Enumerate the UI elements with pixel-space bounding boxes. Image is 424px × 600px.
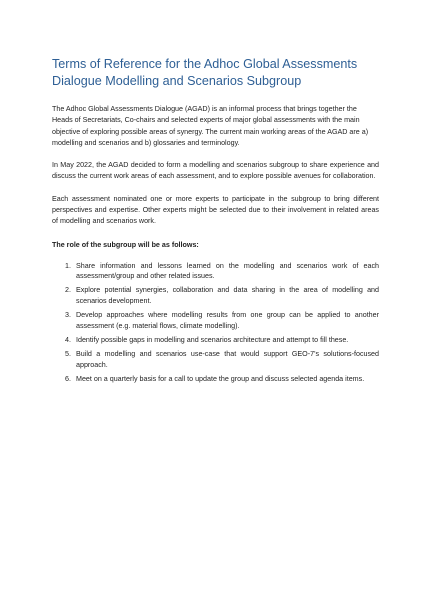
list-item-text: Meet on a quarterly basis for a call to update the group and discuss selected agenda items. <box>76 374 365 383</box>
list-item-number: 1. <box>65 261 71 270</box>
list-item-text: Develop approaches where modelling results from one group can be applied to another assessment (e.g. material flows, climate modelling). <box>76 311 379 330</box>
intro-paragraph: The Adhoc Global Assessments Dialogue (AGAD) is an informal process that brings together the Heads of Secretariats, Co-chairs and selected experts of major global assessments with the main objective of exploring possible areas of synergy. The current main working areas of the AGAD are a) modelling and scenarios and b) glossaries and terminology. <box>52 105 369 147</box>
list-item-number: 4. <box>65 336 71 345</box>
list-item-text: Build a modelling and scenarios use-case that would support GEO-7's solutions-focused approach. <box>76 350 379 369</box>
list-item-text: Explore potential synergies, collaboration and data sharing in the area of modelling and scenarios development. <box>76 286 379 306</box>
list-item <box>65 335 379 346</box>
list-item <box>65 261 379 282</box>
list-item <box>65 285 379 306</box>
list-item <box>65 310 379 331</box>
list-item-text: Share information and lessons learned on the modelling and scenarios work of each assessment/group and other related issues. <box>76 261 379 281</box>
list-item <box>65 374 379 385</box>
roles-heading: The role of the subgroup will be as follows: <box>52 240 199 249</box>
list-item-text: Identify possible gaps in modelling and scenarios architecture and attempt to fill these. <box>76 336 349 345</box>
list-item-number: 2. <box>65 286 71 295</box>
list-item <box>65 349 379 370</box>
list-item-number: 6. <box>65 374 71 383</box>
roles-list <box>52 261 379 385</box>
list-item-number: 3. <box>65 311 71 320</box>
list-item-number: 5. <box>65 350 71 359</box>
formation-paragraph: In May 2022, the AGAD decided to form a modelling and scenarios subgroup to share experience and discuss the current work areas of each assessment, and to explore possible avenues for collaboration. <box>52 161 379 181</box>
document-title: Terms of Reference for the Adhoc Global Assessments Dialogue Modelling and Scenarios Subgroup <box>52 57 358 88</box>
nomination-paragraph: Each assessment nominated one or more experts to participate in the subgroup to bring different perspectives and expertise. Other experts might be selected due to their involvement in related areas of modelling and scenarios work. <box>52 194 379 226</box>
